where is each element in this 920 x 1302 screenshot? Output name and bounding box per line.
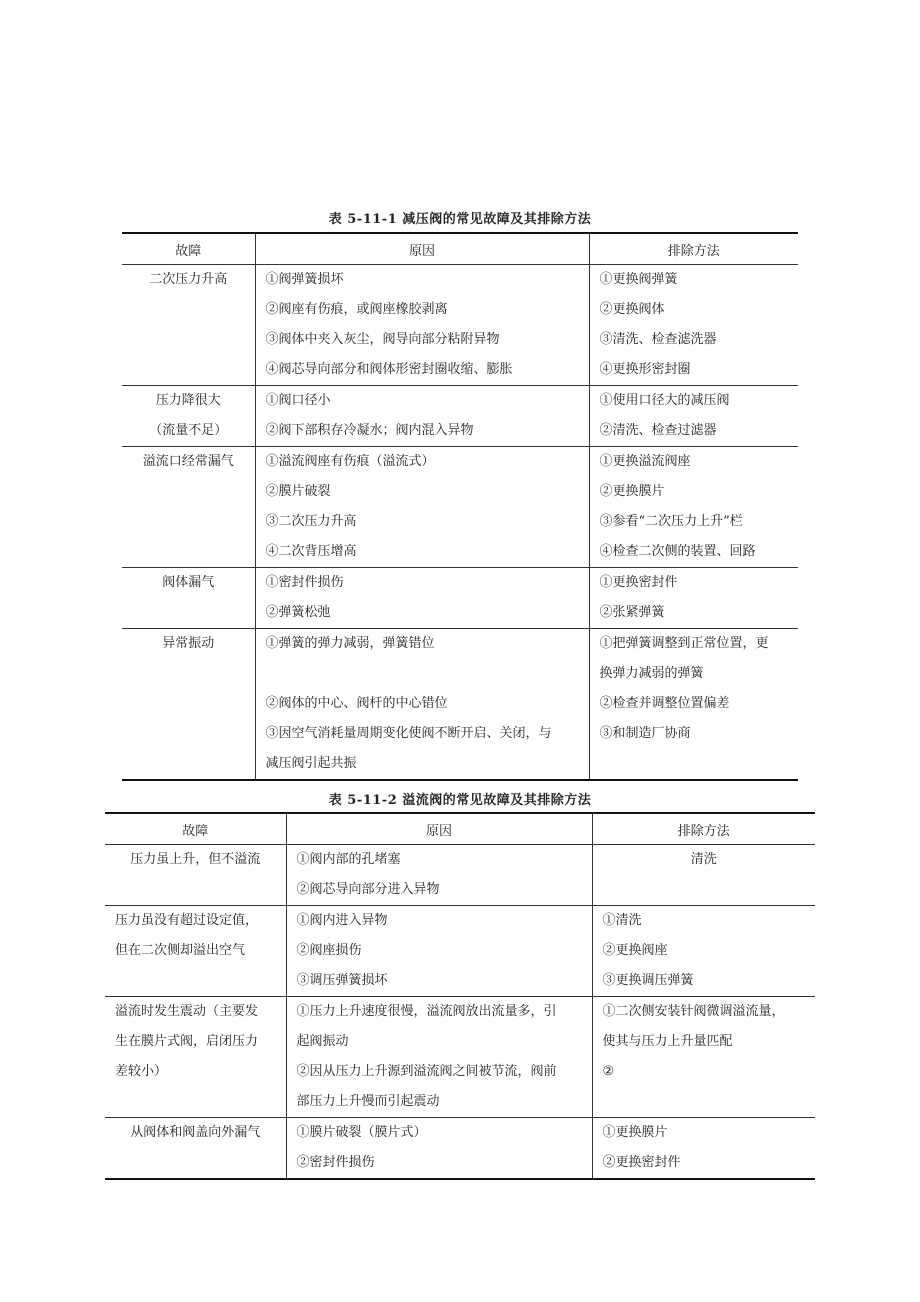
remedy-text: ①使用口径大的减压阀 (599, 393, 730, 408)
cause-text: ③阀体中夹入灰尘，阀导向部分粘附异物 (265, 332, 500, 347)
pressure-reducing-valve-table (122, 232, 798, 781)
fault-text: 压力虽没有超过设定值， (115, 913, 259, 928)
fault-text: 压力虽上升，但不溢流 (130, 852, 261, 867)
remedy-text: ①更换密封件 (599, 575, 678, 590)
remedy-text (593, 1087, 816, 1117)
cause-text: ②阀体的中心、阀杆的中心错位 (265, 696, 448, 711)
cause-text: ②弹簧松弛 (265, 605, 331, 620)
table2-header-cause: 原因 (286, 813, 592, 845)
fault-cell (122, 265, 255, 386)
cause-text: ②因从压力上升源到溢流阀之间被节流，阀前 (296, 1064, 557, 1079)
cause-text: ③二次压力升高 (265, 514, 357, 529)
cause-text: 起阀振动 (296, 1034, 349, 1049)
fault-text: 从阀体和阀盖向外漏气 (130, 1125, 261, 1140)
cause-cell (255, 386, 589, 447)
cause-text: ②密封件损伤 (296, 1155, 375, 1170)
table2-header-remedy: 排除方法 (592, 813, 815, 845)
fault-cell (122, 447, 255, 568)
remedy-text: ①更换阀弹簧 (599, 272, 678, 287)
fault-text: 溢流口经常漏气 (142, 454, 234, 469)
fault-text: （流量不足） (149, 423, 228, 438)
relief-valve-table (105, 812, 815, 1180)
table1-header-cause: 原因 (255, 233, 589, 265)
remedy-cell (589, 629, 798, 781)
remedy-cell (589, 447, 798, 568)
table1-title: 表 5-11-1 减压阀的常见故障及其排除方法 (328, 212, 592, 227)
remedy-text: 清洗 (690, 852, 717, 867)
cause-cell (286, 997, 592, 1118)
remedy-text: ②更换阀体 (599, 302, 665, 317)
cause-text: ①阀内进入异物 (296, 913, 388, 928)
remedy-text: ③和制造厂协商 (599, 726, 691, 741)
cause-cell (255, 568, 589, 629)
remedy-cell (592, 1118, 815, 1180)
fault-cell (105, 845, 286, 906)
cause-text: ④二次背压增高 (265, 544, 357, 559)
remedy-text: ①二次侧安装针阀微调溢流量， (602, 1004, 785, 1019)
table1-header-row (122, 233, 798, 265)
table2-title: 表 5-11-2 溢流阀的常见故障及其排除方法 (328, 793, 592, 808)
remedy-text: ②更换膜片 (599, 484, 665, 499)
remedy-text: ②更换密封件 (602, 1155, 681, 1170)
cause-text: ②阀座有伤痕，或阀座橡胶剥离 (265, 302, 448, 317)
cause-text: ①阀内部的孔堵塞 (296, 852, 401, 867)
fault-text: 生在膜片式阀，启闭压力 (115, 1034, 259, 1049)
cause-text: ①膜片破裂（膜片式） (296, 1125, 427, 1140)
table2-header-fault: 故障 (105, 813, 286, 845)
remedy-cell (592, 906, 815, 997)
cause-text (256, 659, 589, 689)
table-row (122, 386, 798, 447)
remedy-text: ④检查二次侧的装置、回路 (599, 544, 756, 559)
remedy-text: ③清洗、检查滤洗器 (599, 332, 717, 347)
fault-cell (105, 1118, 286, 1180)
cause-cell (286, 1118, 592, 1180)
remedy-text (593, 875, 816, 905)
cause-text: 减压阀引起共振 (265, 756, 357, 771)
cause-text: ①弹簧的弹力减弱，弹簧错位 (265, 636, 435, 651)
cause-cell (255, 265, 589, 386)
remedy-text: ①清洗 (602, 913, 642, 928)
cause-text: 部压力上升慢而引起震动 (296, 1094, 440, 1109)
fault-cell (122, 386, 255, 447)
remedy-text: ①更换膜片 (602, 1125, 668, 1140)
remedy-text: ④更换形密封圈 (599, 362, 691, 377)
cause-text: ②膜片破裂 (265, 484, 331, 499)
fault-cell (122, 629, 255, 781)
table-row (105, 1118, 815, 1180)
remedy-text (590, 749, 799, 779)
table-row (122, 265, 798, 386)
cause-cell (286, 906, 592, 997)
cause-text: ③调压弹簧损坏 (296, 973, 388, 988)
remedy-text: ③参看“二次压力上升”栏 (599, 514, 743, 529)
table1-header-fault: 故障 (122, 233, 255, 265)
cause-text: ①溢流阀座有伤痕（溢流式） (265, 454, 435, 469)
cause-text: ①压力上升速度很慢，溢流阀放出流量多，引 (296, 1004, 557, 1019)
cause-cell (255, 447, 589, 568)
remedy-text: ②检查并调整位置偏差 (599, 696, 730, 711)
table-row (122, 447, 798, 568)
remedy-cell (592, 997, 815, 1118)
fault-text: 阀体漏气 (162, 575, 215, 590)
cause-text: ①阀弹簧损坏 (265, 272, 344, 287)
remedy-text: 换弹力减弱的弹簧 (599, 666, 704, 681)
remedy-cell (589, 568, 798, 629)
cause-text: ②阀座损伤 (296, 943, 362, 958)
remedy-text: 使其与压力上升量匹配 (602, 1034, 733, 1049)
fault-text: 二次压力升高 (149, 272, 228, 287)
table-row (105, 845, 815, 906)
fault-cell (105, 906, 286, 997)
cause-text: ②阀下部积存冷凝水；阀内混入异物 (265, 423, 474, 438)
fault-text: 差较小） (115, 1064, 168, 1079)
fault-text: 压力降很大 (155, 393, 221, 408)
remedy-text: ② (602, 1064, 615, 1079)
cause-text: ②阀芯导向部分进入异物 (296, 882, 440, 897)
remedy-text: ②清洗、检查过滤器 (599, 423, 717, 438)
cause-text: ①阀口径小 (265, 393, 331, 408)
cause-text: ①密封件损伤 (265, 575, 344, 590)
table-row (105, 997, 815, 1118)
fault-text: 异常振动 (162, 636, 215, 651)
cause-text: ④阀芯导向部分和阀体形密封圈收缩、膨胀 (265, 362, 513, 377)
table1-header-remedy: 排除方法 (589, 233, 798, 265)
table-row (122, 568, 798, 629)
fault-text: 溢流时发生震动（主要发 (115, 1004, 259, 1019)
fault-text: 但在二次侧却溢出空气 (115, 943, 246, 958)
cause-cell (255, 629, 589, 781)
remedy-text: ②张紧弹簧 (599, 605, 665, 620)
remedy-text: ③更换调压弹簧 (602, 973, 694, 988)
remedy-cell (589, 265, 798, 386)
table-row (122, 629, 798, 781)
remedy-text: ①更换溢流阀座 (599, 454, 691, 469)
fault-cell (122, 568, 255, 629)
remedy-cell (592, 845, 815, 906)
cause-cell (286, 845, 592, 906)
remedy-text: ①把弹簧调整到正常位置，更 (599, 636, 769, 651)
cause-text: ③因空气消耗量周期变化使阀不断开启、关闭，与 (265, 726, 552, 741)
table2-header-row (105, 813, 815, 845)
remedy-cell (589, 386, 798, 447)
fault-cell (105, 997, 286, 1118)
remedy-text: ②更换阀座 (602, 943, 668, 958)
table-row (105, 906, 815, 997)
